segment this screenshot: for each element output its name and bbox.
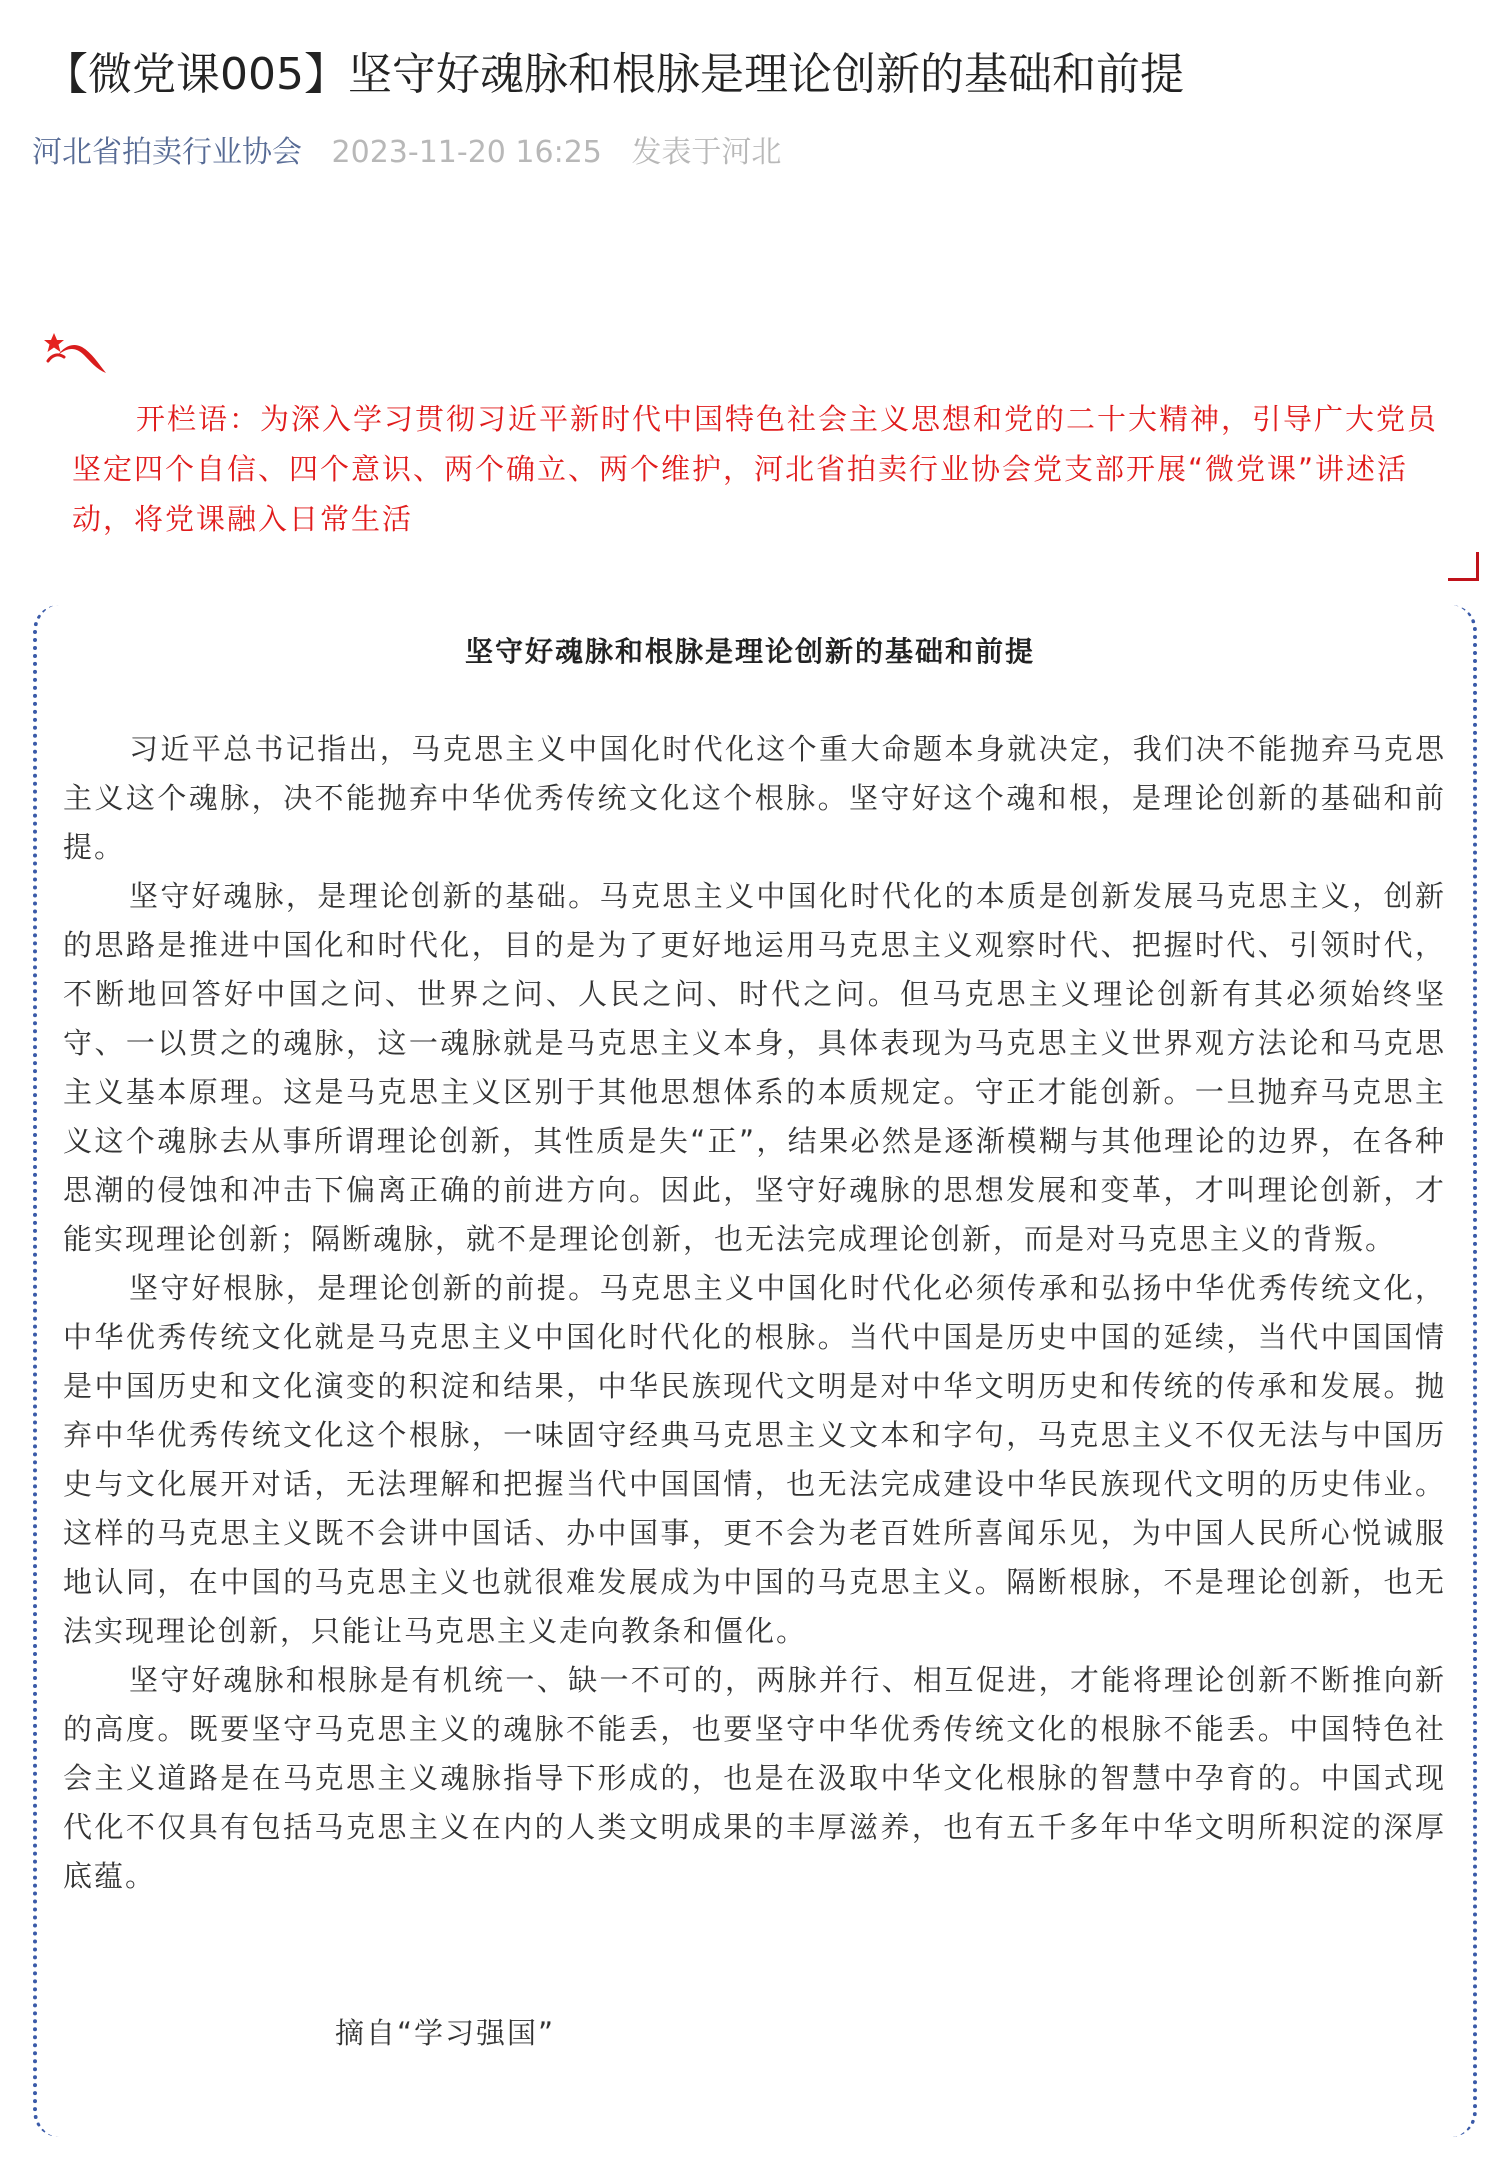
- publish-location: 发表于河北: [631, 135, 782, 170]
- section-heading: 坚守好魂脉和根脉是理论创新的基础和前提: [464, 635, 1035, 668]
- article-body: [63, 725, 1446, 1901]
- body-paragraph-3: 坚守好根脉，是理论创新的前提。马克思主义中国化时代化必须传承和弘扬中华优秀传统文化，中华优秀传统文化就是马克思主义中国化时代化的根脉。当代中国是历史中国的延续，当代中国国情是中国历史和文化演变的积淀和结果，中华民族现代文明是对中华文明历史和传统的传承和发展。抛弃中华优秀传统文化这个根脉，一味固守经典马克思主义文本和字句，马克思主义不仅无法与中国历史与文化展开对话，无法理解和把握当代中国国情，也无法完成建设中华民族现代文明的历史伟业。这样的马克思主义既不会讲中国话、办中国事，更不会为老百姓所喜闻乐见，为中国人民所心悦诚服地认同，在中国的马克思主义也就很难发展成为中国的马克思主义。隔断根脉，不是理论创新，也无法实现理论创新，只能让马克思主义走向教条和僵化。: [63, 1271, 1446, 1648]
- corner-bracket-decoration: [1448, 552, 1479, 581]
- intro-paragraph: 开栏语：为深入学习贯彻习近平新时代中国特色社会主义思想和党的二十大精神，引导广大党员坚定四个自信、四个意识、两个确立、两个维护，河北省拍卖行业协会党支部开展“微党课”讲述活动，将党课融入日常生活: [72, 402, 1439, 536]
- publish-time: 2023-11-20 16:25: [331, 135, 602, 170]
- article-title: 【微党课005】坚守好魂脉和根脉是理论创新的基础和前提: [44, 49, 1184, 100]
- red-star-swoosh-icon: [40, 325, 120, 385]
- article-meta: [32, 128, 801, 178]
- body-paragraph-2: 坚守好魂脉，是理论创新的基础。马克思主义中国化时代化的本质是创新发展马克思主义，创新的思路是推进中国化和时代化，目的是为了更好地运用马克思主义观察时代、把握时代、引领时代，不断地回答好中国之问、世界之问、人民之问、时代之问。但马克思主义理论创新有其必须始终坚守、一以贯之的魂脉，这一魂脉就是马克思主义本身，具体表现为马克思主义世界观方法论和马克思主义基本原理。这是马克思主义区别于其他思想体系的本质规定。守正才能创新。一旦抛弃马克思主义这个魂脉去从事所谓理论创新，其性质是失“正”，结果必然是逐渐模糊与其他理论的边界，在各种思潮的侵蚀和冲击下偏离正确的前进方向。因此，坚守好魂脉的思想发展和变革，才叫理论创新，才能实现理论创新；隔断魂脉，就不是理论创新，也无法完成理论创新，而是对马克思主义的背叛。: [63, 879, 1446, 1256]
- body-paragraph-4: 坚守好魂脉和根脉是有机统一、缺一不可的，两脉并行、相互促进，才能将理论创新不断推向新的高度。既要坚守马克思主义的魂脉不能丢，也要坚守中华优秀传统文化的根脉不能丢。中国特色社会主义道路是在马克思主义魂脉指导下形成的，也是在汲取中华文化根脉的智慧中孕育的。中国式现代化不仅具有包括马克思主义在内的人类文明成果的丰厚滋养，也有五千多年中华文明所积淀的深厚底蕴。: [63, 1663, 1446, 1893]
- account-name-link[interactable]: 河北省拍卖行业协会: [32, 135, 302, 170]
- source-note: 摘自“学习强国”: [335, 2016, 556, 2050]
- body-paragraph-1: 习近平总书记指出，马克思主义中国化时代化这个重大命题本身就决定，我们决不能抛弃马克思主义这个魂脉，决不能抛弃中华优秀传统文化这个根脉。坚守好这个魂和根，是理论创新的基础和前提。: [63, 732, 1446, 864]
